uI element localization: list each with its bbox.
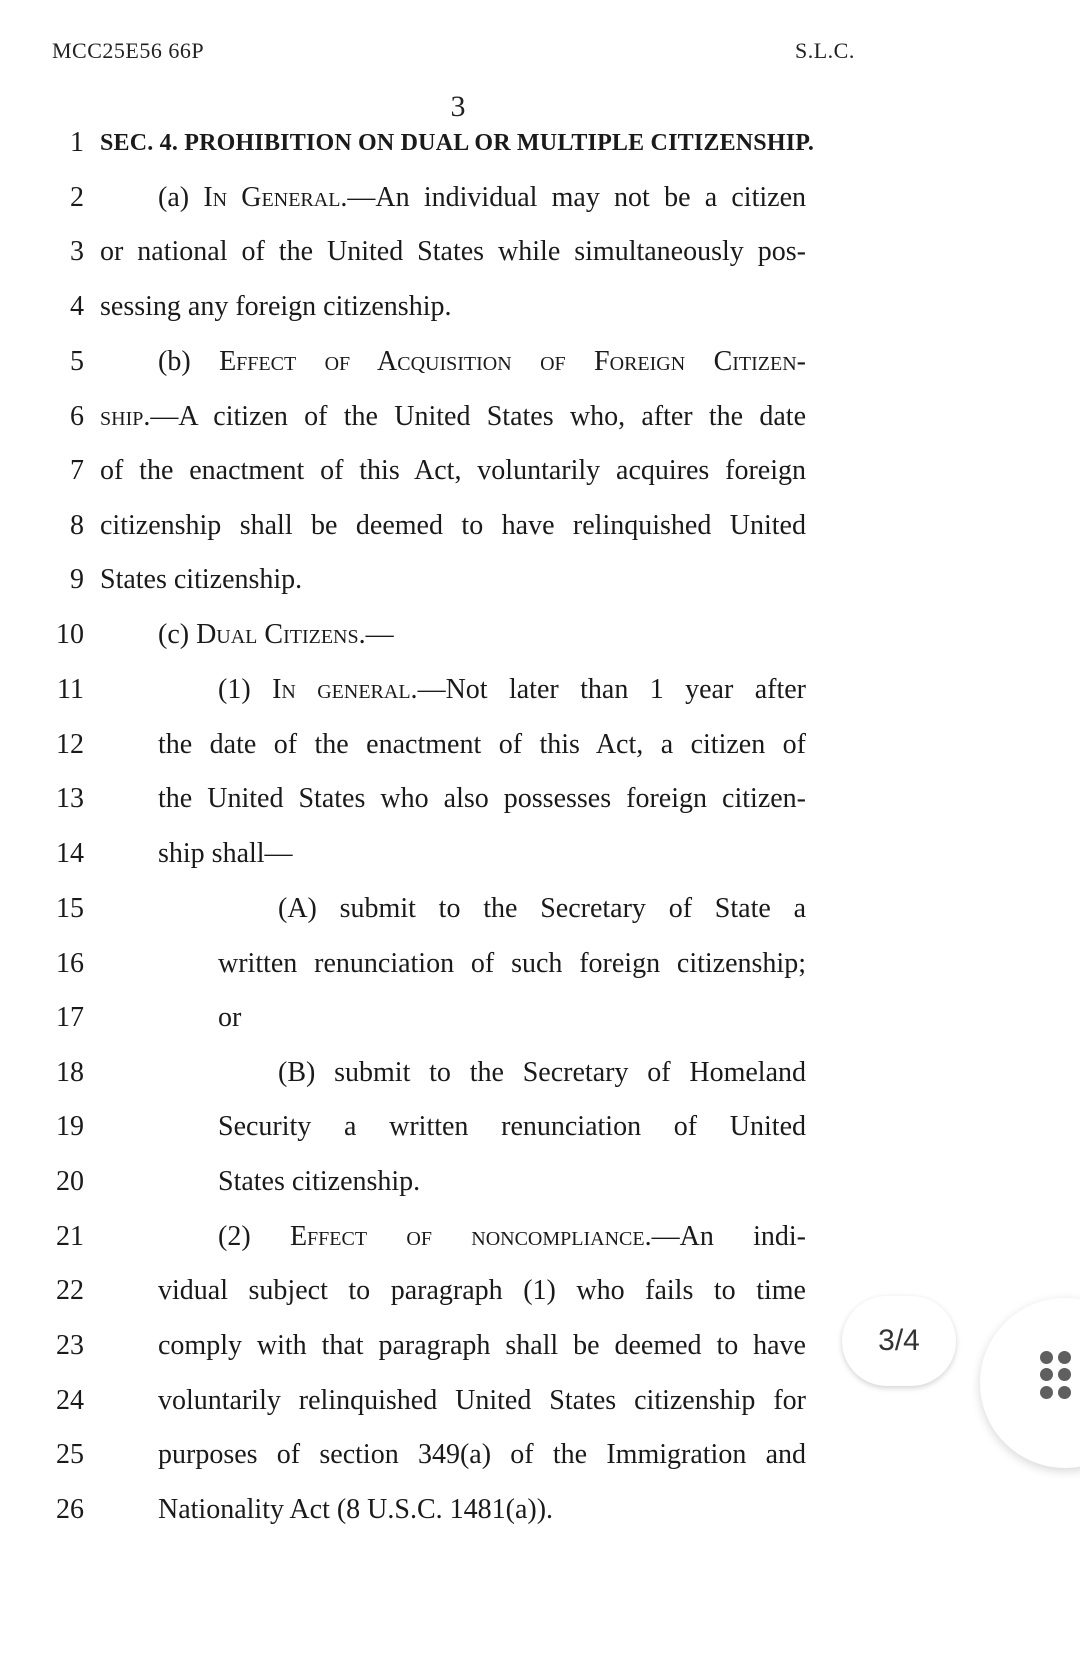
line-text bbox=[100, 560, 302, 600]
dot bbox=[1058, 1351, 1071, 1364]
body-text: States citizenship. bbox=[100, 564, 303, 595]
text-line bbox=[0, 1435, 1080, 1475]
line-number: 2 bbox=[70, 182, 84, 213]
line-text bbox=[278, 889, 806, 929]
body-text: purposes of section 349(a) of the Immigration and bbox=[158, 1439, 806, 1470]
subsection-label: (c) bbox=[158, 619, 197, 650]
text-line bbox=[0, 1162, 1080, 1202]
body-text: Nationality Act (8 U.S.C. 1481(a)). bbox=[158, 1494, 554, 1525]
line-number: 26 bbox=[56, 1494, 84, 1525]
line-text bbox=[218, 1162, 420, 1202]
body-text: —An indi- bbox=[651, 1221, 806, 1252]
line-text bbox=[158, 779, 806, 819]
line-text bbox=[100, 232, 806, 272]
line-number: 19 bbox=[56, 1111, 84, 1142]
line-number: 13 bbox=[56, 783, 84, 814]
text-line bbox=[0, 287, 1080, 327]
subsection-label: (2) bbox=[218, 1221, 290, 1252]
line-text bbox=[100, 506, 806, 546]
line-number: 6 bbox=[70, 401, 84, 432]
line-text bbox=[218, 998, 241, 1038]
drag-handle-dots-icon[interactable] bbox=[1040, 1351, 1072, 1399]
text-line bbox=[0, 1217, 1080, 1257]
heading-small-caps: Effect of noncompliance. bbox=[289, 1221, 652, 1252]
body-text: or national of the United States while simultaneously pos- bbox=[100, 236, 806, 267]
line-number: 4 bbox=[70, 291, 84, 322]
line-text bbox=[100, 287, 451, 327]
dot bbox=[1040, 1351, 1053, 1364]
line-text bbox=[158, 1490, 553, 1530]
heading-small-caps: In general. bbox=[272, 674, 418, 705]
line-number: 12 bbox=[56, 729, 84, 760]
subsection-label: (1) bbox=[218, 674, 273, 705]
line-text bbox=[218, 670, 806, 710]
line-number: 15 bbox=[56, 893, 84, 924]
body-text: voluntarily relinquished United States citizenship for bbox=[158, 1385, 806, 1416]
line-text bbox=[158, 1381, 806, 1421]
line-text bbox=[218, 944, 806, 984]
line-text bbox=[278, 1053, 806, 1093]
line-number: 18 bbox=[56, 1057, 84, 1088]
text-line bbox=[0, 451, 1080, 491]
line-text bbox=[100, 451, 806, 491]
text-line bbox=[0, 998, 1080, 1038]
line-text bbox=[100, 123, 814, 163]
office-code: S.L.C. bbox=[795, 38, 855, 63]
body-text: (B) submit to the Secretary of Homeland bbox=[278, 1057, 806, 1088]
line-number: 8 bbox=[70, 510, 84, 541]
line-number: 23 bbox=[56, 1330, 84, 1361]
body-text: —An individual may not be a citizen bbox=[347, 182, 806, 213]
line-text bbox=[100, 397, 806, 437]
line-text bbox=[158, 834, 293, 874]
dot bbox=[1058, 1386, 1071, 1399]
body-text: —Not later than 1 year after bbox=[417, 674, 806, 705]
page-number: 3 bbox=[450, 90, 466, 123]
body-text: written renunciation of such foreign citizenship; bbox=[218, 948, 806, 979]
body-text: States citizenship. bbox=[218, 1166, 421, 1197]
line-text bbox=[158, 178, 806, 218]
subsection-label: (a) bbox=[158, 182, 204, 213]
line-number: 20 bbox=[56, 1166, 84, 1197]
body-text: citizenship shall be deemed to have relinquished United bbox=[100, 510, 806, 541]
heading-small-caps: Effect of Acquisition of Foreign Citizen- bbox=[219, 346, 806, 377]
text-line bbox=[0, 123, 1080, 163]
body-text: Security a written renunciation of United bbox=[218, 1111, 806, 1142]
text-line bbox=[0, 670, 1080, 710]
text-line bbox=[0, 1107, 1080, 1147]
heading-small-caps: In General. bbox=[203, 182, 348, 213]
line-number: 9 bbox=[70, 564, 84, 595]
line-number: 11 bbox=[57, 674, 84, 705]
body-text: sessing any foreign citizenship. bbox=[100, 291, 452, 322]
page-indicator[interactable]: 3/4 bbox=[842, 1296, 956, 1386]
text-line bbox=[0, 397, 1080, 437]
body-text: vidual subject to paragraph (1) who fails to time bbox=[158, 1275, 806, 1306]
body-text: the date of the enactment of this Act, a citizen of bbox=[158, 729, 806, 760]
line-number: 1 bbox=[70, 127, 84, 158]
text-line bbox=[0, 1490, 1080, 1530]
body-text: — bbox=[365, 619, 394, 650]
line-text bbox=[158, 725, 806, 765]
dot bbox=[1058, 1368, 1071, 1381]
text-line bbox=[0, 944, 1080, 984]
text-line bbox=[0, 615, 1080, 655]
heading-small-caps: Dual Citizens. bbox=[196, 619, 366, 650]
body-text: or bbox=[218, 1002, 242, 1033]
line-number: 5 bbox=[70, 346, 84, 377]
heading-small-caps: ship. bbox=[100, 401, 151, 432]
document-id: MCC25E56 66P bbox=[52, 38, 205, 63]
line-text bbox=[158, 1326, 806, 1366]
body-text: (A) submit to the Secretary of State a bbox=[278, 893, 806, 924]
line-number: 16 bbox=[56, 948, 84, 979]
line-number: 21 bbox=[56, 1221, 84, 1252]
text-line bbox=[0, 232, 1080, 272]
text-line bbox=[0, 834, 1080, 874]
body-text: ship shall— bbox=[158, 838, 293, 869]
subsection-label: (b) bbox=[158, 346, 220, 377]
dot bbox=[1040, 1386, 1053, 1399]
body-text: comply with that paragraph shall be deemed to have bbox=[158, 1330, 806, 1361]
text-line bbox=[0, 342, 1080, 382]
line-text bbox=[158, 615, 394, 655]
line-text bbox=[158, 1271, 806, 1311]
line-number: 25 bbox=[56, 1439, 84, 1470]
line-text bbox=[218, 1107, 806, 1147]
line-text bbox=[158, 342, 806, 382]
line-number: 14 bbox=[56, 838, 84, 869]
line-number: 17 bbox=[56, 1002, 84, 1033]
text-line bbox=[0, 779, 1080, 819]
body-text: of the enactment of this Act, voluntarily acquires foreign bbox=[100, 455, 806, 486]
text-line bbox=[0, 1381, 1080, 1421]
text-line bbox=[0, 560, 1080, 600]
line-number: 22 bbox=[56, 1275, 84, 1306]
line-text bbox=[158, 1435, 806, 1475]
text-line bbox=[0, 178, 1080, 218]
dot bbox=[1040, 1368, 1053, 1381]
body-text: SEC. 4. PROHIBITION ON DUAL OR MULTIPLE CITIZENSHIP. bbox=[100, 130, 815, 156]
body-text: the United States who also possesses foreign citizen- bbox=[158, 783, 806, 814]
text-line bbox=[0, 1053, 1080, 1093]
text-line bbox=[0, 725, 1080, 765]
text-line bbox=[0, 506, 1080, 546]
text-line bbox=[0, 889, 1080, 929]
line-number: 10 bbox=[56, 619, 84, 650]
line-number: 24 bbox=[56, 1385, 84, 1416]
line-number: 3 bbox=[70, 236, 84, 267]
line-number: 7 bbox=[70, 455, 84, 486]
line-text bbox=[218, 1217, 806, 1257]
body-text: —A citizen of the United States who, after the date bbox=[150, 401, 806, 432]
